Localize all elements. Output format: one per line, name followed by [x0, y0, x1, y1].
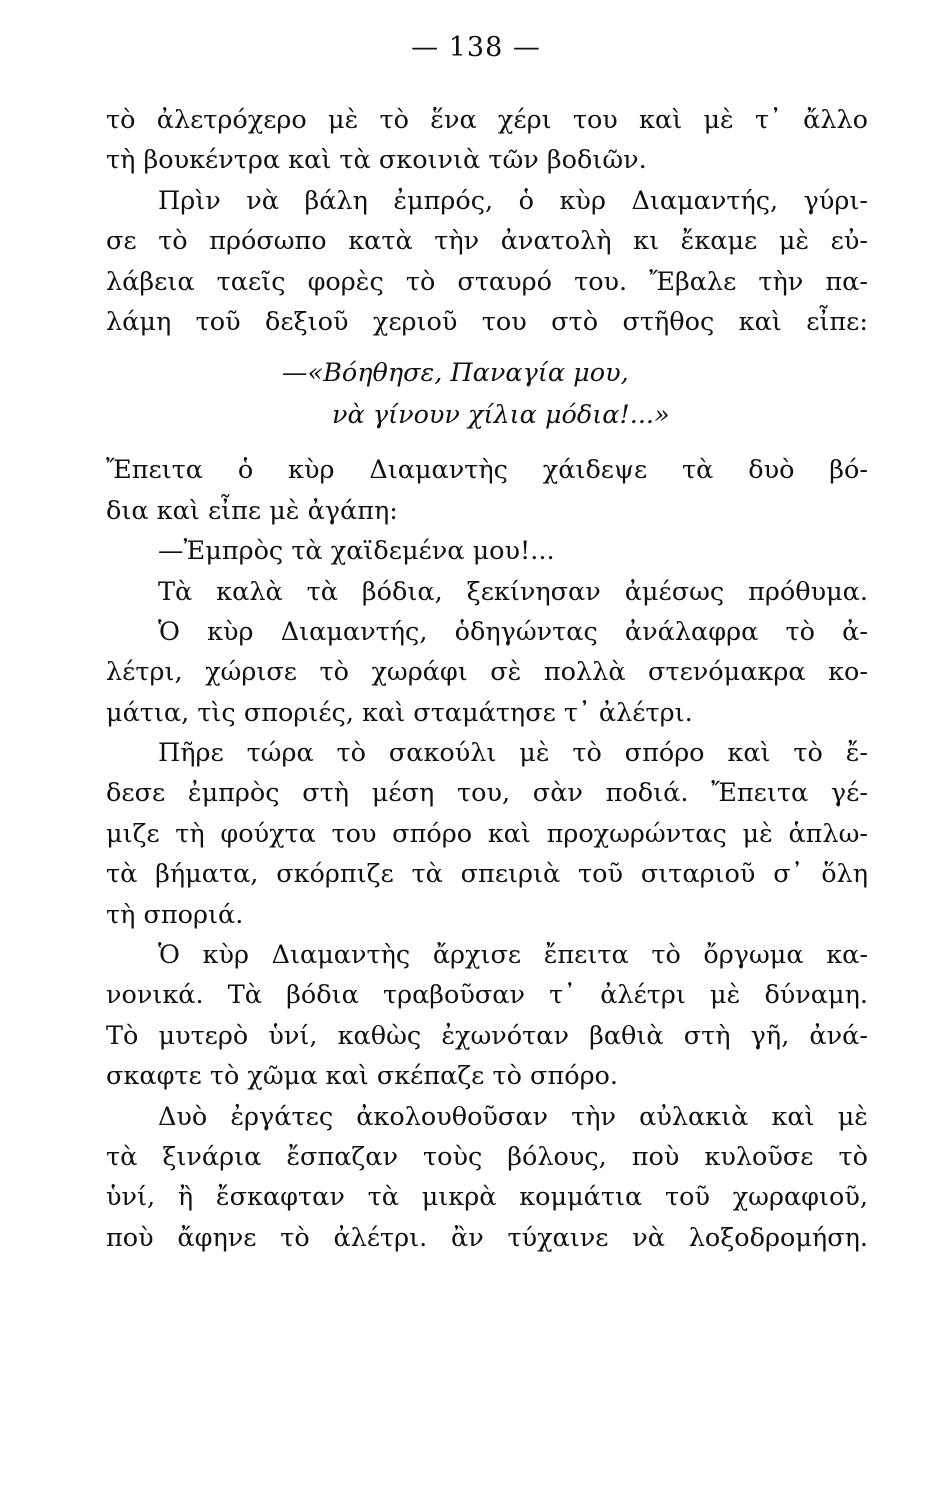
text-line: λάβεια ταεῖς φορὲς τὸ σταυρό του. Ἔβαλε τὴν πα-	[106, 266, 868, 297]
text-line: μιζε τὴ φούχτα του σπόρο καὶ προχωρώντας μὲ ἁπλω-	[106, 818, 868, 849]
text-line: λέτρι, χώρισε τὸ χωράφι σὲ πολλὰ στενόμακρα κο-	[106, 657, 868, 688]
text-line: δια καὶ εἶπε μὲ ἀγάπη:	[106, 495, 398, 526]
text-line: Ὁ κὺρ Διαμαντής, ὁδηγώντας ἀνάλαφρα τὸ ἀ-	[158, 616, 868, 647]
text-line: δεσε ἐμπρὸς στὴ μέση του, σὰν ποδιά. Ἔπειτα γέ-	[106, 778, 868, 809]
text-line: μάτια, τὶς σποριές, καὶ σταμάτησε τ᾽ ἀλέτρι.	[106, 697, 693, 728]
text-line: τὴ σποριά.	[106, 899, 244, 930]
text-line: νονικά. Τὰ βόδια τραβοῦσαν τ᾽ ἀλέτρι μὲ δύναμη.	[106, 980, 868, 1011]
text-line: Ὁ κὺρ Διαμαντὴς ἄρχισε ἔπειτα τὸ ὄργωμα κα-	[158, 940, 868, 971]
text-line: σκαφτε τὸ χῶμα καὶ σκέπαζε τὸ σπόρο.	[106, 1061, 619, 1092]
text-line: τὸ ἀλετρόχερο μὲ τὸ ἕνα χέρι του καὶ μὲ τ᾽ ἄλλο	[106, 105, 868, 135]
text-line: σε τὸ πρόσωπο κατὰ τὴν ἀνατολὴ κι ἔκαμε μὲ εὐ-	[106, 226, 868, 257]
text-line: λάμη τοῦ δεξιοῦ χεριοῦ του στὸ στῆθος καὶ εἶπε:	[106, 306, 868, 337]
page-number: — 138 —	[411, 32, 541, 63]
text-line: Πῆρε τώρα τὸ σακούλι μὲ τὸ σπόρο καὶ τὸ ἔ-	[158, 738, 868, 769]
dialogue-line: —Ἐμπρὸς τὰ χαϊδεμένα μου!...	[158, 536, 555, 567]
text-line: Τὸ μυτερὸ ὑνί, καθὼς ἐχωνόταν βαθιὰ στὴ γῆ, ἀνά-	[106, 1020, 868, 1051]
text-line: Πρὶν νὰ βάλη ἐμπρός, ὁ κὺρ Διαμαντής, γύρι-	[158, 185, 868, 216]
text-line: τὰ ξινάρια ἔσπαζαν τοὺς βόλους, ποὺ κυλοῦσε τὸ	[106, 1141, 868, 1172]
text-line: Τὰ καλὰ τὰ βόδια, ξεκίνησαν ἀμέσως πρόθυμα.	[158, 576, 868, 607]
text-line: Ἔπειτα ὁ κὺρ Διαμαντὴς χάιδεψε τὰ δυὸ βό-	[106, 455, 868, 486]
verse-line: νὰ γίνουν χίλια μόδια!...»	[332, 400, 670, 431]
text-line: Δυὸ ἐργάτες ἀκολουθοῦσαν τὴν αὐλακιὰ καὶ μὲ	[158, 1101, 868, 1132]
text-line: τὴ βουκέντρα καὶ τὰ σκοινιὰ τῶν βοδιῶν.	[106, 145, 647, 176]
verse-line: —«Βόηθησε, Παναγία μου,	[282, 358, 629, 389]
text-line: ὑνί, ἢ ἔσκαφταν τὰ μικρὰ κομμάτια τοῦ χωραφιοῦ,	[106, 1182, 868, 1213]
text-line: τὰ βήματα, σκόρπιζε τὰ σπειριὰ τοῦ σιταριοῦ σ᾽ ὅλη	[106, 859, 868, 890]
body-text	[106, 100, 868, 1258]
text-line: ποὺ ἄφηνε τὸ ἀλέτρι. ἂν τύχαινε νὰ λοξοδρομήση.	[106, 1222, 868, 1253]
